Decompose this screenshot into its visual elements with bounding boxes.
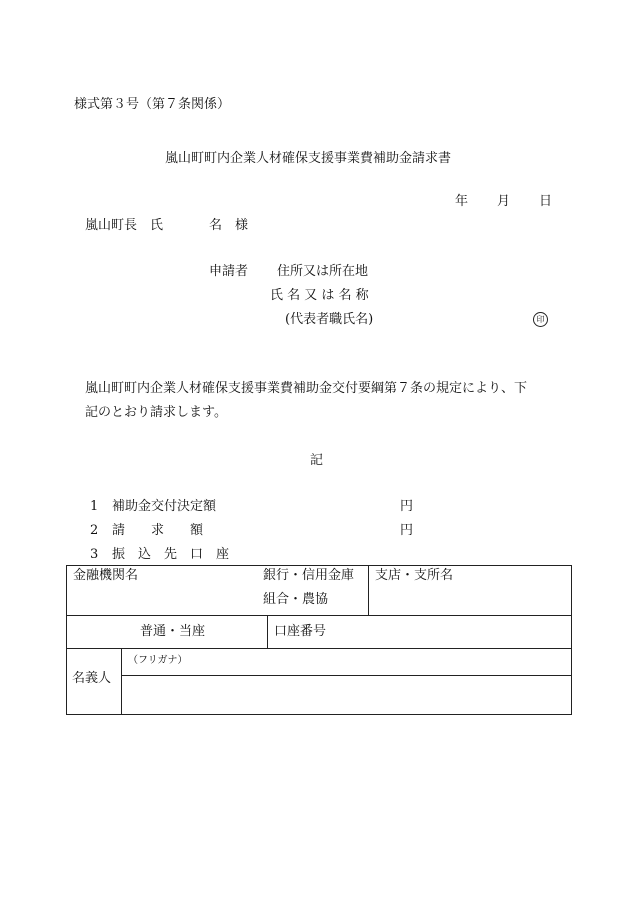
- ki-heading: 記: [310, 453, 324, 468]
- bank-types-line1: 銀行・信用金庫: [263, 568, 355, 583]
- applicant-address-label: 住所又は所在地: [277, 264, 369, 279]
- item-1-number: 1: [90, 499, 99, 514]
- document-title: 嵐山町町内企業人材確保支援事業費補助金請求書: [165, 151, 452, 166]
- account-type: 普通・当座: [140, 624, 206, 639]
- account-type-cell[interactable]: [67, 616, 268, 649]
- branch-label: 支店・支所名: [375, 568, 454, 583]
- account-number-label: 口座番号: [274, 624, 327, 639]
- furigana-label: （フリガナ）: [128, 655, 188, 666]
- bank-types-line2: 組合・農協: [263, 592, 329, 607]
- bank-account-table: [66, 565, 572, 715]
- date-month: 月: [497, 194, 511, 209]
- seal-mark: [533, 311, 548, 327]
- item-2-unit: 円: [400, 523, 414, 538]
- applicant-name-label: 氏 名 又 は 名 称: [270, 288, 369, 303]
- branch-cell[interactable]: [369, 566, 572, 616]
- date-day: 日: [539, 194, 553, 209]
- body-text-line2: 記のとおり請求します。: [85, 405, 227, 420]
- item-2-number: 2: [90, 523, 99, 538]
- addressee-honorific: 名 様: [209, 218, 249, 233]
- holder-label: 名義人: [72, 671, 112, 686]
- applicant-rep-label: (代表者職氏名): [285, 312, 374, 327]
- item-3-label: 振 込 先 口 座: [112, 547, 230, 562]
- account-number-cell[interactable]: [268, 616, 572, 649]
- furigana-cell[interactable]: [122, 649, 572, 676]
- holder-label-cell: [67, 649, 122, 715]
- form-number: 様式第３号（第７条関係）: [74, 97, 231, 112]
- institution-cell[interactable]: [67, 566, 369, 616]
- applicant-label: 申請者: [209, 264, 249, 279]
- date-year: 年: [455, 194, 469, 209]
- item-3-number: 3: [90, 547, 99, 562]
- holder-name-cell[interactable]: [122, 676, 572, 715]
- item-1-unit: 円: [400, 499, 414, 514]
- addressee-name: 嵐山町長 氏: [85, 218, 164, 233]
- institution-label: 金融機関名: [73, 568, 139, 583]
- item-2-label: 請 求 額: [112, 523, 204, 538]
- seal-icon: 印: [533, 312, 548, 327]
- body-text-line1: 嵐山町町内企業人材確保支援事業費補助金交付要綱第７条の規定により、下: [85, 381, 528, 396]
- item-1-label: 補助金交付決定額: [112, 499, 217, 514]
